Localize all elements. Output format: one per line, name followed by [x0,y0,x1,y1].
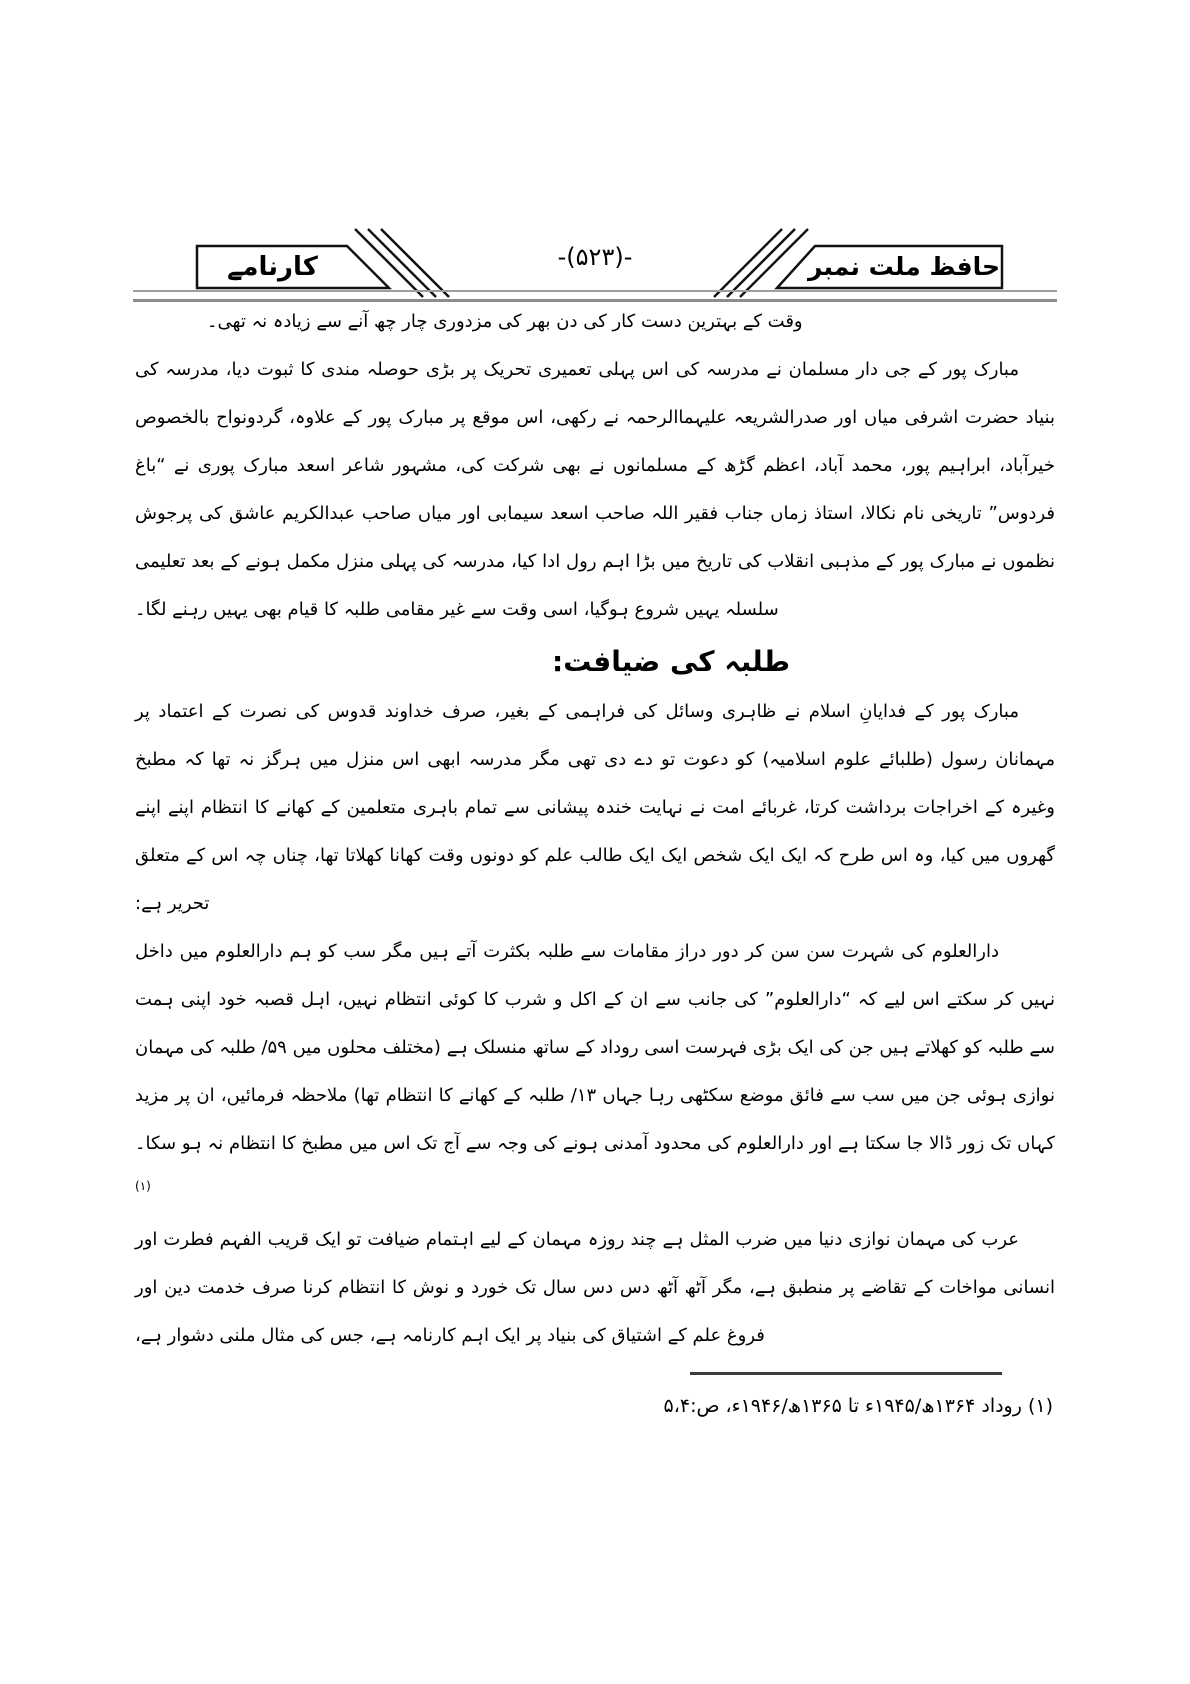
footnote-divider [690,1372,1002,1375]
paragraph-1: وقت کے بہترین دست کار کی دن بھر کی مزدوری چار چھ آنے سے زیادہ نہ تھی۔ [207,311,803,332]
right-tab-label: حافظ ملت نمبر [807,252,1000,281]
paragraph-3: مبارک پور کے فدایانِ اسلام نے ظاہری وسائل کی فراہمی کے بغیر، صرف خداوند قدوس کی نصرت کے اعتماد پر مہمانان رسول (طلبائے علوم اسلامیہ) کو دعوت تو دے دی تھی مگر مدرسہ ابھی اس منزل میں ہرگز نہ تھا کہ مطبخ وغیرہ کے اخراجات برداشت کرتا، غربائے امت نے نہایت خندہ پیشانی سے تمام باہری متعلمین کے کھانے کا انتظام اپنے اپنے گھروں میں کیا، وہ اس طرح کہ ایک ایک شخص ایک ایک طالب علم کو دونوں وقت کھانا کھلاتا تھا، چناں چہ اس کے متعلق تحریر ہے: [135,701,1055,914]
paragraph-4-text: دارالعلوم کی شہرت سن سن کر دور دراز مقامات سے طلبہ بکثرت آتے ہیں مگر سب کو ہم دارالعلوم میں داخل نہیں کر سکتے اس لیے کہ “دارالعلوم” کی جانب سے ان کے اکل و شرب کا کوئی انتظام نہیں، اہل قصبہ خود اپنی ہمت سے طلبہ کو کھلاتے ہیں جن کی ایک بڑی فہرست اسی روداد کے ساتھ منسلک ہے (مختلف محلوں میں ۵۹/ طلبہ کی مہمان نوازی ہوئی جن میں سب سے فائق موضع سکٹھی رہا جہاں ۱۳/ طلبہ کے کھانے کا انتظام تھا) ملاحظہ فرمائیں، ان پر مزید کہاں تک زور ڈالا جا سکتا ہے اور دارالعلوم کی محدود آمدنی ہونے کی وجہ سے آج تک اس میں مطبخ کا انتظام نہ ہو سکا۔ [135,941,1056,1154]
page-number: -(۵۲۳)- [557,243,633,271]
footnote-text: (۱) روداد ۱۳۶۴ھ/۱۹۴۵ء تا ۱۳۶۵ھ/۱۹۴۶ء، ص:۵،۴ [663,1395,1053,1417]
paragraph-2: مبارک پور کے جی دار مسلمان نے مدرسہ کی اس پہلی تعمیری تحریک پر بڑی حوصلہ مندی کا ثبوت دیا، مدرسہ کی بنیاد حضرت اشرفی میاں اور صدرالشریعہ علیہماالرحمہ نے رکھی، اس موقع پر مبارک پور کے علاوہ، گردونواح بالخصوص خیرآباد، ابراہیم پور، محمد آباد، اعظم گڑھ کے مسلمانوں نے بھی شرکت کی، مشہور شاعر اسعد مبارک پوری نے “باغ فردوس” تاریخی نام نکالا، استاذ زماں جناب فقیر اللہ صاحب اسعد سیمابی اور میاں صاحب عبدالکریم عاشق کی پرجوش نظموں نے مبارک پور کے مذہبی انقلاب کی تاریخ میں بڑا اہم رول ادا کیا، مدرسہ کی پہلی منزل مکمل ہونے کے بعد تعلیمی سلسلہ یہیں شروع ہوگیا، اسی وقت سے غیر مقامی طلبہ کا قیام بھی یہیں رہنے لگا۔ [135,359,1055,620]
paragraph-5: عرب کی مہمان نوازی دنیا میں ضرب المثل ہے چند روزہ مہمان کے لیے اہتمام ضیافت تو ایک قریب الفہم فطرت اور انسانی مواخات کے تقاضے پر منطبق ہے، مگر آٹھ آٹھ دس دس سال تک خورد و نوش کا انتظام کرنا صرف خدمت دین اور فروغ علم کے اشتیاق کی بنیاد پر ایک اہم کارنامہ ہے، جس کی مثال ملنی دشوار ہے، [135,1229,1055,1346]
left-tab-label: کارنامے [227,252,318,282]
footnote-marker: (۱) [135,1179,151,1193]
section-heading: طلبہ کی ضیافت: [552,645,790,678]
page-body [135,298,1055,1360]
paragraph-4 [135,928,1055,1216]
